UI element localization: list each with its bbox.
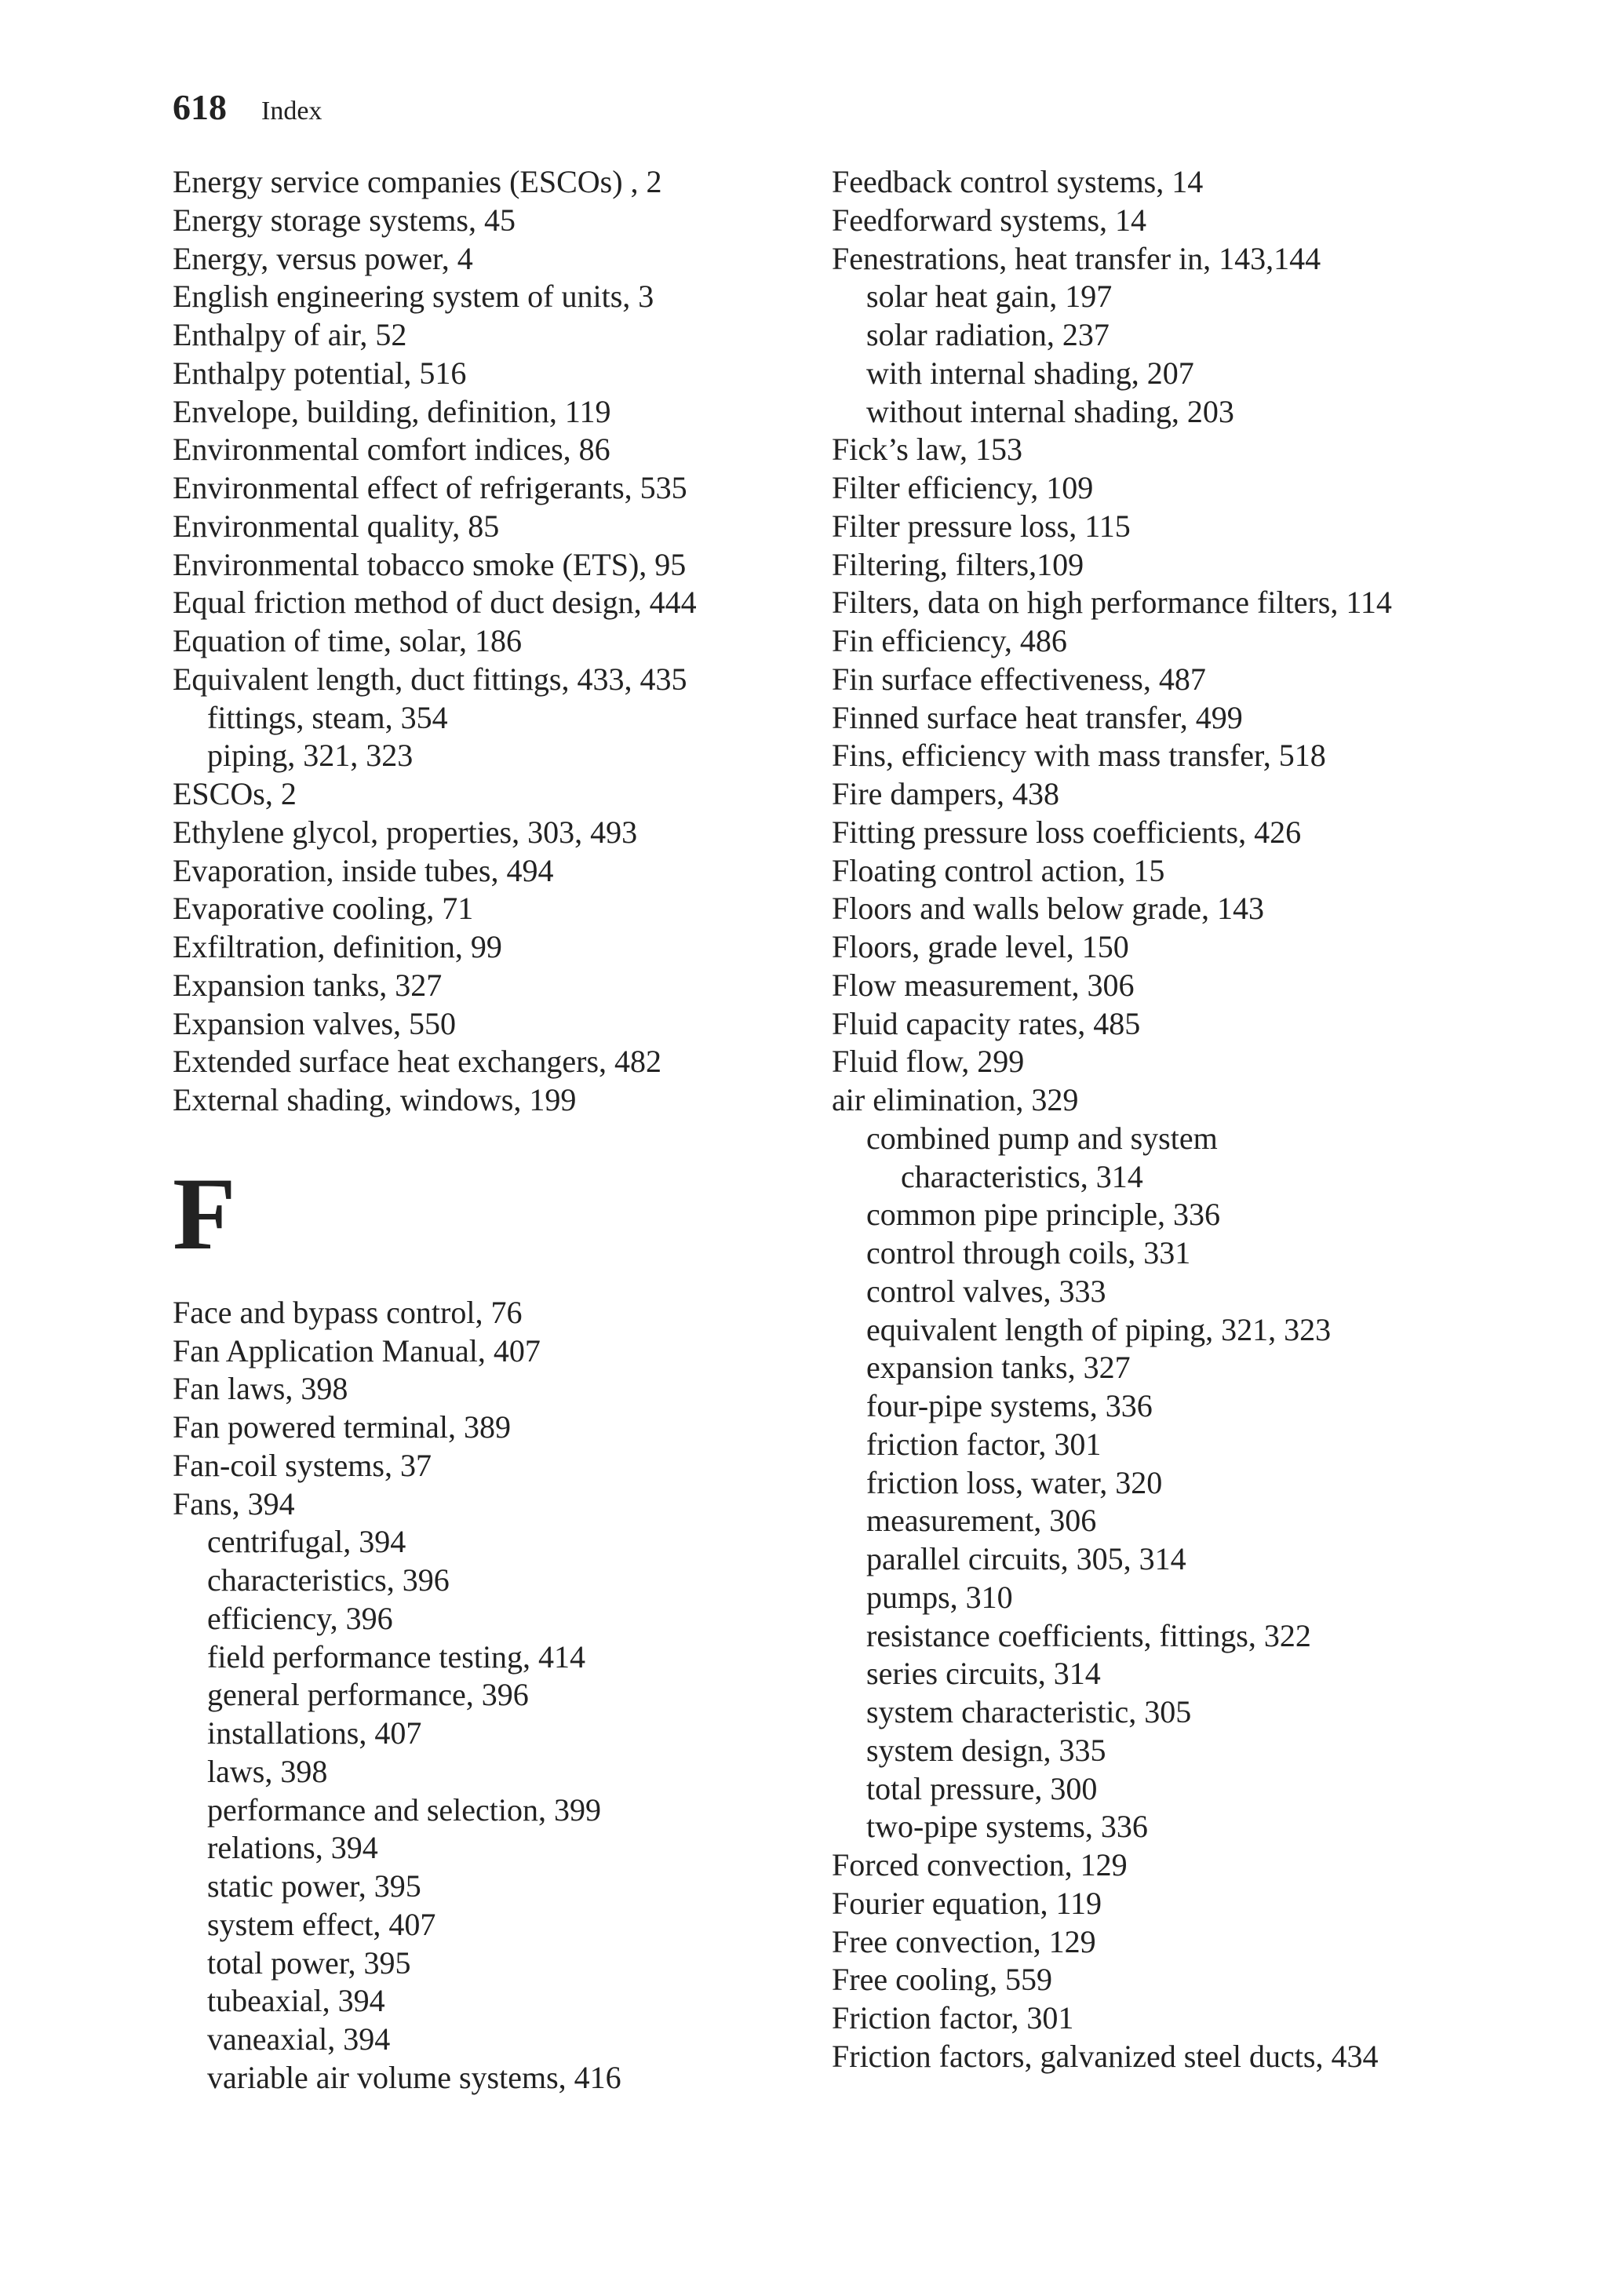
index-entries-f — [173, 1294, 800, 2097]
index-column-left — [173, 163, 800, 2097]
index-subentry: relations, 394 — [207, 1830, 378, 1866]
index-entry: Equation of time, solar, 186 — [173, 623, 522, 658]
index-entry: Free convection, 129 — [832, 1923, 1096, 1959]
index-entry: Floors, grade level, 150 — [832, 929, 1129, 964]
index-subentry: system effect, 407 — [207, 1906, 436, 1942]
index-subentry: common pipe principle, 336 — [866, 1197, 1221, 1233]
index-entry: Fluid capacity rates, 485 — [832, 1005, 1141, 1041]
index-subentry: installations, 407 — [207, 1715, 422, 1751]
index-entry: Environmental quality, 85 — [173, 508, 500, 544]
index-entry: Exfiltration, definition, 99 — [173, 929, 502, 964]
index-entry: Enthalpy potential, 516 — [173, 355, 467, 391]
index-entry: Fourier equation, 119 — [832, 1885, 1102, 1921]
index-entry: Energy service companies (ESCOs) , 2 — [173, 164, 662, 199]
index-entry: English engineering system of units, 3 — [173, 279, 654, 315]
index-subentry: centrifugal, 394 — [207, 1524, 406, 1560]
index-subentry: general performance, 396 — [207, 1677, 529, 1713]
index-entry: Environmental comfort indices, 86 — [173, 432, 610, 468]
index-subentry: tubeaxial, 394 — [207, 1983, 385, 2019]
index-subentry: equivalent length of piping, 321, 323 — [866, 1311, 1332, 1347]
index-subentry: total pressure, 300 — [866, 1770, 1098, 1806]
page-number: 618 — [173, 87, 227, 127]
index-subentry: pumps, 310 — [866, 1579, 1013, 1615]
index-subentry: static power, 395 — [207, 1868, 421, 1904]
index-entry: Environmental effect of refrigerants, 535 — [173, 470, 687, 505]
index-column-right — [832, 163, 1538, 2076]
index-entry: Fan laws, 398 — [173, 1371, 348, 1407]
index-entry: Energy, versus power, 4 — [173, 240, 473, 276]
index-subentry: efficiency, 396 — [207, 1600, 393, 1636]
index-entry: Evaporation, inside tubes, 494 — [173, 852, 554, 888]
index-subentry: two-pipe systems, 336 — [866, 1809, 1148, 1845]
index-entry: Expansion tanks, 327 — [173, 967, 443, 1003]
index-subentry: solar heat gain, 197 — [866, 279, 1113, 315]
index-subentry: field performance testing, 414 — [207, 1638, 586, 1675]
index-entry: Face and bypass control, 76 — [173, 1294, 523, 1330]
index-subentry: laws, 398 — [207, 1753, 328, 1789]
index-entry: Forced convection, 129 — [832, 1847, 1128, 1882]
index-subentry: without internal shading, 203 — [866, 393, 1234, 429]
index-entry: Equivalent length, duct fittings, 433, 435 — [173, 661, 687, 697]
index-subentry: series circuits, 314 — [866, 1656, 1101, 1692]
index-entry: Fluid flow, 299 — [832, 1044, 1025, 1080]
index-subentry: system characteristic, 305 — [866, 1694, 1192, 1729]
index-subentry: control valves, 333 — [866, 1273, 1106, 1309]
index-entry: Friction factors, galvanized steel ducts, 434 — [832, 2038, 1379, 2074]
index-entry: Fenestrations, heat transfer in, 143,144 — [832, 240, 1321, 276]
index-entry: Friction factor, 301 — [832, 2000, 1074, 2035]
index-entry: External shading, windows, 199 — [173, 1082, 577, 1117]
index-subentry: expansion tanks, 327 — [866, 1350, 1131, 1386]
index-subentry: combined pump and system — [866, 1120, 1218, 1156]
index-subentry: four-pipe systems, 336 — [866, 1388, 1153, 1423]
index-subentry: resistance coefficients, fittings, 322 — [866, 1617, 1311, 1653]
index-entry: Filtering, filters,109 — [832, 546, 1084, 582]
section-letter-heading: F — [173, 1155, 236, 1271]
index-entry: Fick’s law, 153 — [832, 432, 1022, 468]
index-subentry: variable air volume systems, 416 — [207, 2059, 621, 2095]
index-entry: Enthalpy of air, 52 — [173, 317, 407, 352]
index-entry: Fitting pressure loss coefficients, 426 — [832, 814, 1302, 850]
running-head: Index — [261, 97, 322, 126]
index-entry: Ethylene glycol, properties, 303, 493 — [173, 814, 638, 850]
index-entry: Fin surface effectiveness, 487 — [832, 661, 1206, 697]
index-entry: Finned surface heat transfer, 499 — [832, 699, 1243, 735]
index-entry: Fire dampers, 438 — [832, 776, 1059, 811]
index-subentry: fittings, steam, 354 — [207, 699, 448, 735]
index-entry: Fans, 394 — [173, 1485, 295, 1522]
index-subentry: measurement, 306 — [866, 1503, 1097, 1539]
index-entry: Fan powered terminal, 389 — [173, 1409, 511, 1445]
index-entry: Evaporative cooling, 71 — [173, 891, 474, 927]
index-entry: Envelope, building, definition, 119 — [173, 393, 611, 429]
index-entry: Environmental tobacco smoke (ETS), 95 — [173, 546, 687, 582]
index-subentry: friction factor, 301 — [866, 1426, 1102, 1462]
index-subentry: parallel circuits, 305, 314 — [866, 1541, 1186, 1576]
page-header — [173, 86, 322, 128]
index-subentry: vaneaxial, 394 — [207, 2021, 391, 2057]
index-subentry: friction loss, water, 320 — [866, 1464, 1163, 1500]
index-entries-f-continued — [832, 163, 1538, 2076]
index-entry: Filter efficiency, 109 — [832, 470, 1094, 505]
index-entry: Fan-coil systems, 37 — [173, 1447, 432, 1483]
index-subentry: total power, 395 — [207, 1944, 411, 1981]
index-entry: Feedback control systems, 14 — [832, 164, 1204, 199]
index-entry: Fan Application Manual, 407 — [173, 1332, 541, 1368]
index-entry: Floating control action, 15 — [832, 852, 1165, 888]
index-entry: Fins, efficiency with mass transfer, 518 — [832, 738, 1326, 774]
index-entry: Extended surface heat exchangers, 482 — [173, 1044, 662, 1080]
index-entry: Filters, data on high performance filters, 114 — [832, 585, 1392, 621]
index-subentry: system design, 335 — [866, 1732, 1106, 1768]
index-entry: Equal friction method of duct design, 444 — [173, 585, 697, 621]
index-entry: Expansion valves, 550 — [173, 1005, 457, 1041]
index-entry: Energy storage systems, 45 — [173, 202, 516, 238]
index-entry: ESCOs, 2 — [173, 776, 297, 811]
index-subentry: control through coils, 331 — [866, 1235, 1191, 1270]
index-entry: Free cooling, 559 — [832, 1962, 1053, 1998]
index-subentry: characteristics, 396 — [207, 1562, 450, 1598]
index-entry: Floors and walls below grade, 143 — [832, 891, 1265, 927]
index-entry: Fin efficiency, 486 — [832, 623, 1067, 658]
index-entry: Filter pressure loss, 115 — [832, 508, 1131, 544]
index-entry: Feedforward systems, 14 — [832, 202, 1147, 238]
index-subentry: performance and selection, 399 — [207, 1791, 602, 1828]
index-entry: Flow measurement, 306 — [832, 967, 1135, 1003]
index-entry: air elimination, 329 — [832, 1082, 1079, 1117]
index-subentry: solar radiation, 237 — [866, 317, 1110, 352]
index-subentry: piping, 321, 323 — [207, 738, 414, 774]
index-subentry: characteristics, 314 — [901, 1158, 1143, 1194]
index-entries-e — [173, 163, 800, 1120]
index-subentry: with internal shading, 207 — [866, 355, 1194, 391]
